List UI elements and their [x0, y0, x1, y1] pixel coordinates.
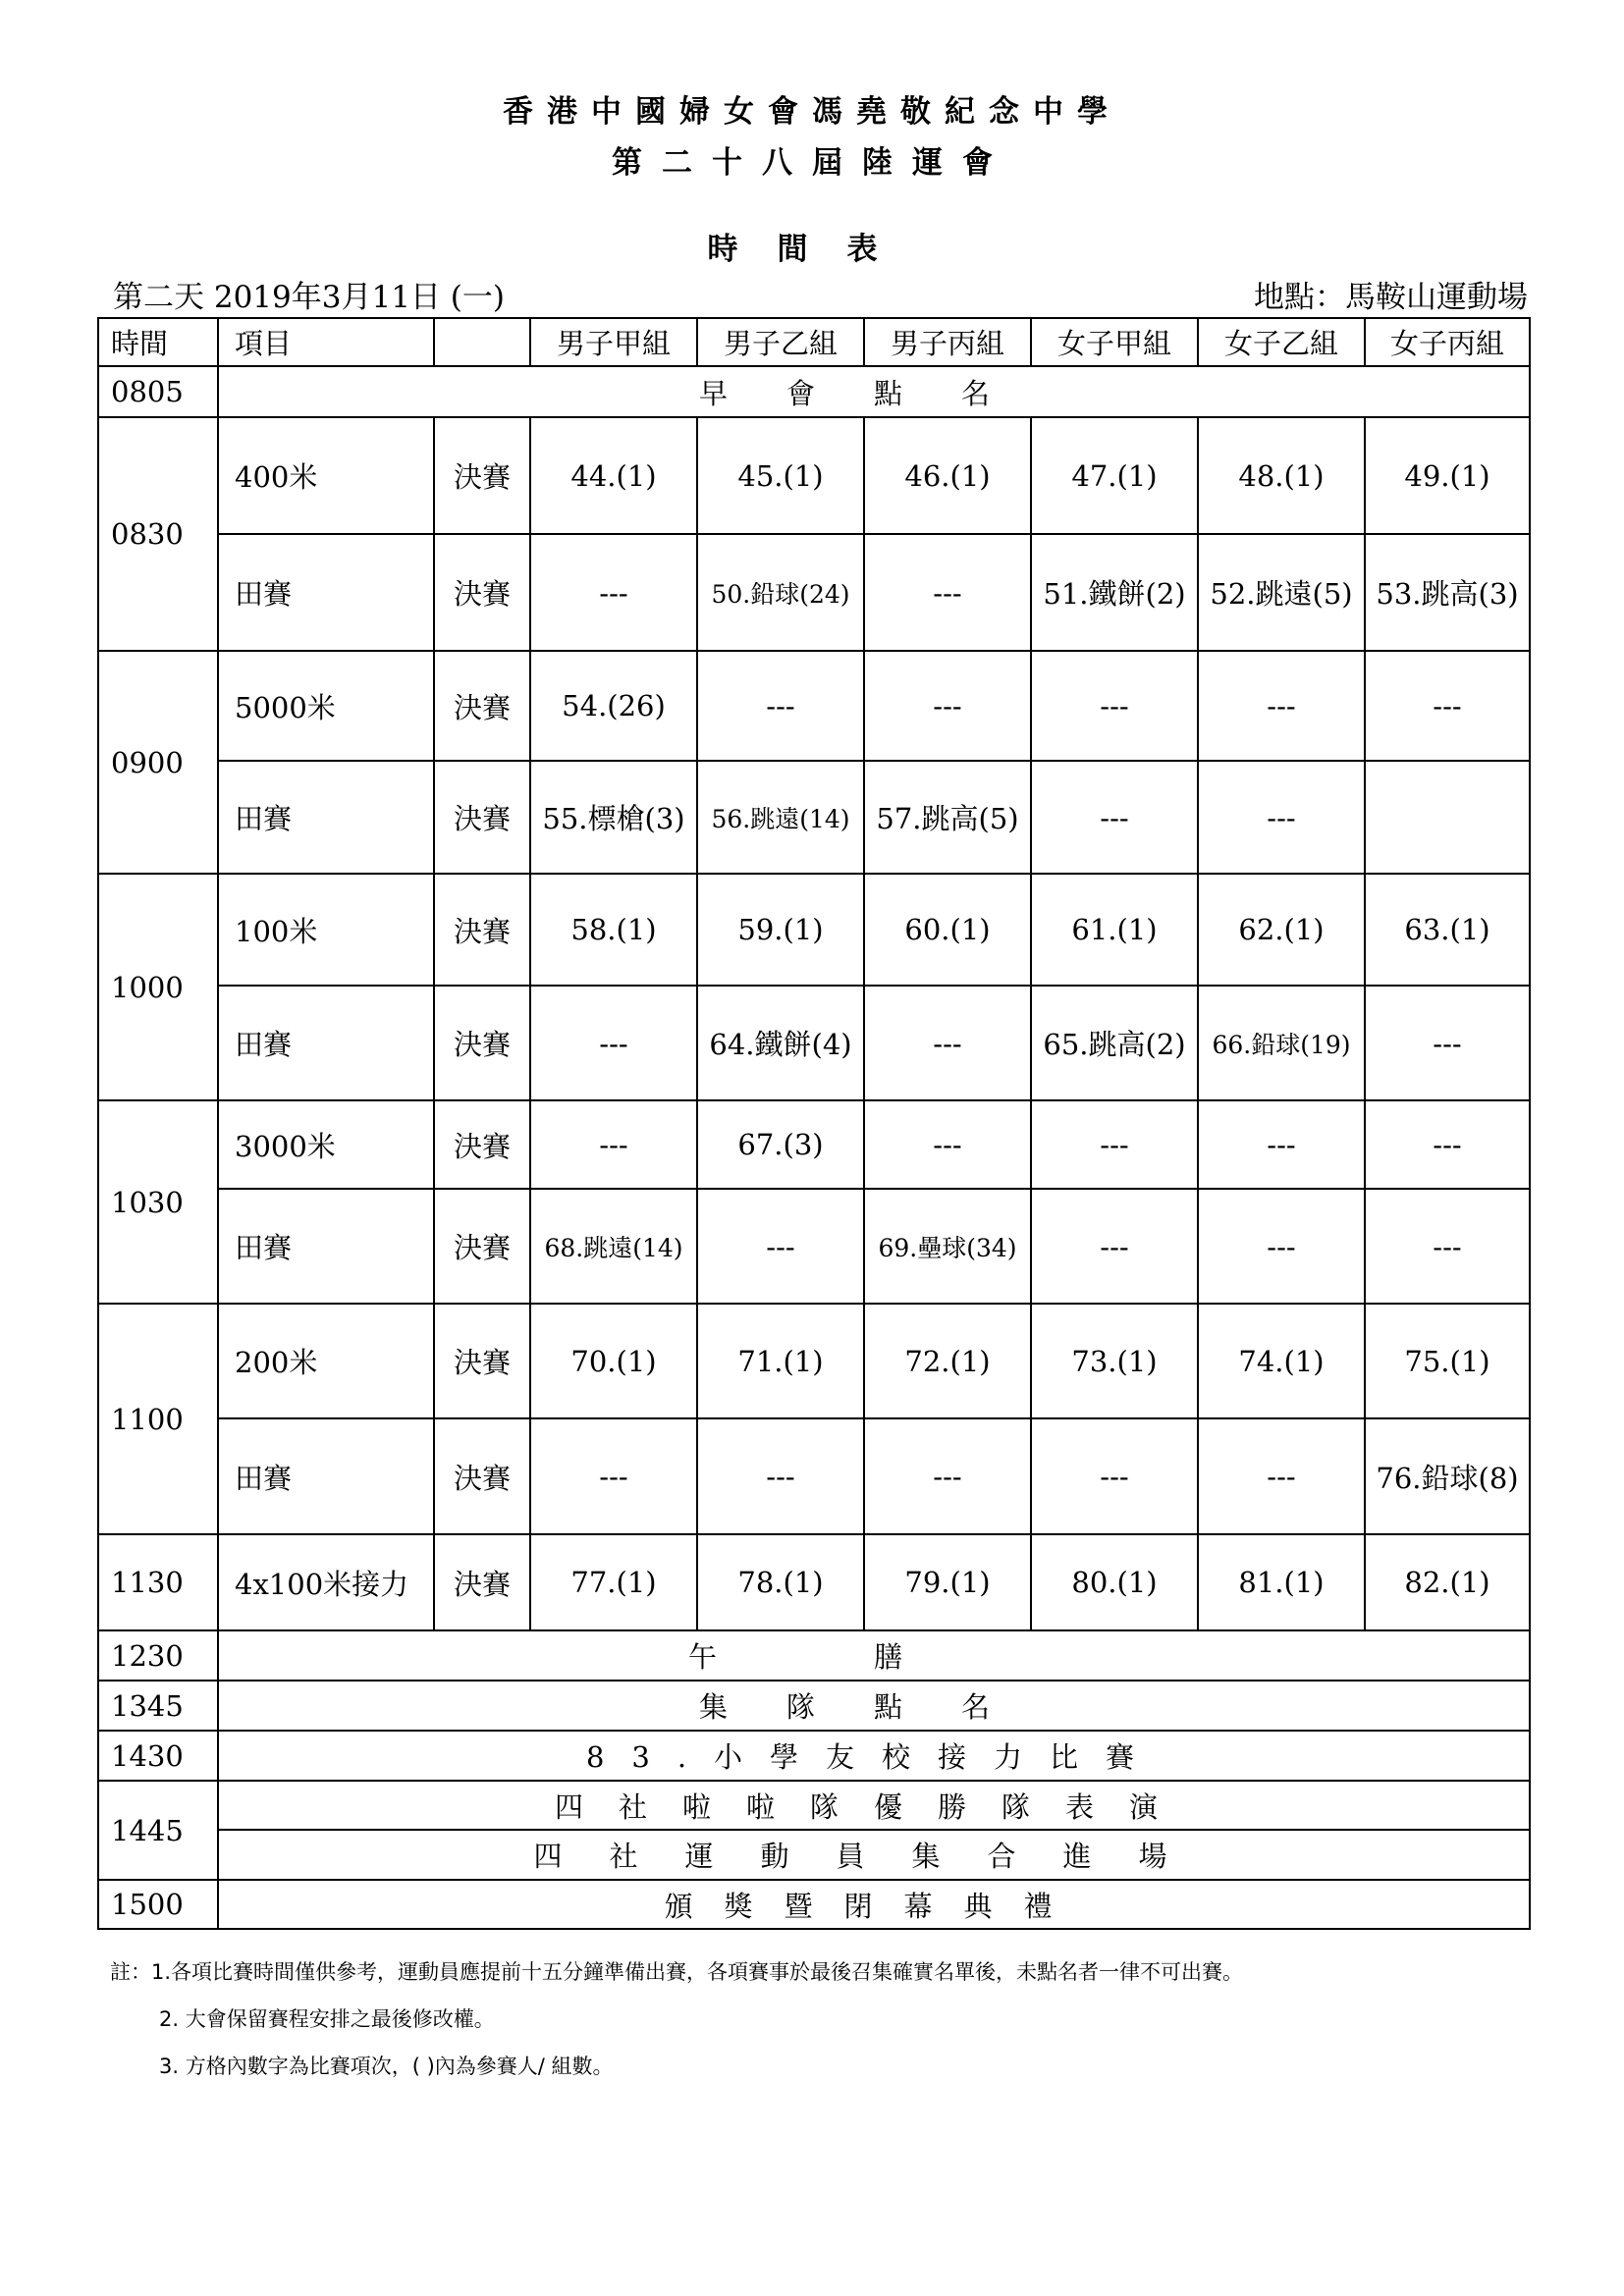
stage-cell: 決賽 — [434, 761, 530, 874]
item-cell: 3000米 — [218, 1100, 434, 1189]
event-cell: --- — [1365, 986, 1530, 1100]
item-cell: 田賽 — [218, 761, 434, 874]
item-cell: 200米 — [218, 1304, 434, 1418]
time-cell: 1000 — [98, 874, 218, 1100]
stage-cell: 決賽 — [434, 874, 530, 986]
event-cell: --- — [530, 986, 697, 1100]
school-name: 香港中國婦女會馮堯敬紀念中學 — [503, 94, 1121, 130]
event-cell: 76.鉛球(8) — [1365, 1418, 1530, 1534]
span-cell: 早會點名 — [218, 366, 1530, 417]
header-boys-c: 男子丙組 — [864, 318, 1031, 366]
event-cell: 56.跳遠(14) — [697, 761, 864, 874]
time-cell: 1500 — [98, 1880, 218, 1929]
event-cell: 71.(1) — [697, 1304, 864, 1418]
item-cell: 100米 — [218, 874, 434, 986]
event-cell: --- — [1365, 1100, 1530, 1189]
span-cell: 四社啦啦隊優勝隊表演 — [218, 1781, 1530, 1830]
event-cell: --- — [1198, 1418, 1365, 1534]
table-row — [98, 366, 1530, 417]
header-girls-b: 女子乙組 — [1198, 318, 1365, 366]
header-row — [98, 318, 1530, 366]
table-row — [98, 1304, 1530, 1418]
event-cell: --- — [1198, 651, 1365, 761]
event-cell: 80.(1) — [1031, 1534, 1198, 1630]
item-cell: 田賽 — [218, 534, 434, 651]
event-cell: 77.(1) — [530, 1534, 697, 1630]
event-cell: --- — [864, 651, 1031, 761]
event-cell: 45.(1) — [697, 417, 864, 534]
note-item: 3. 方格內數字為比賽項次，( )內為參賽人/ 組數。 — [159, 2055, 614, 2078]
item-cell: 田賽 — [218, 986, 434, 1100]
header-time: 時間 — [98, 318, 218, 366]
event-cell: 70.(1) — [530, 1304, 697, 1418]
event-cell: 47.(1) — [1031, 417, 1198, 534]
table-row — [98, 1189, 1530, 1304]
event-cell: 65.跳高(2) — [1031, 986, 1198, 1100]
span-cell: 四社運動員集合進場 — [218, 1830, 1530, 1880]
table-row — [98, 651, 1530, 761]
event-cell: --- — [1198, 1100, 1365, 1189]
event-cell: 44.(1) — [530, 417, 697, 534]
event-cell: 50.鉛球(24) — [697, 534, 864, 651]
header-girls-c: 女子丙組 — [1365, 318, 1530, 366]
event-cell: --- — [530, 1418, 697, 1534]
stage-cell: 決賽 — [434, 1418, 530, 1534]
event-cell: --- — [1031, 761, 1198, 874]
item-cell: 田賽 — [218, 1189, 434, 1304]
event-cell: 61.(1) — [1031, 874, 1198, 986]
time-cell: 1345 — [98, 1681, 218, 1731]
event-cell: 55.標槍(3) — [530, 761, 697, 874]
event-cell: 82.(1) — [1365, 1534, 1530, 1630]
event-cell: 68.跳遠(14) — [530, 1189, 697, 1304]
table-row — [98, 417, 1530, 534]
time-cell: 1030 — [98, 1100, 218, 1304]
span-cell: 83.小學友校接力比賽 — [218, 1731, 1530, 1781]
stage-cell: 決賽 — [434, 534, 530, 651]
time-cell: 0805 — [98, 366, 218, 417]
event-cell: --- — [1365, 651, 1530, 761]
event-cell: 72.(1) — [864, 1304, 1031, 1418]
event-cell: 69.壘球(34) — [864, 1189, 1031, 1304]
event-cell: 63.(1) — [1365, 874, 1530, 986]
table-row — [98, 1418, 1530, 1534]
stage-cell: 決賽 — [434, 1304, 530, 1418]
stage-cell: 決賽 — [434, 1100, 530, 1189]
event-cell: --- — [1198, 761, 1365, 874]
table-row — [98, 1681, 1530, 1731]
schedule-title: 時間表 — [707, 232, 917, 267]
time-cell: 1230 — [98, 1630, 218, 1681]
event-cell: 62.(1) — [1198, 874, 1365, 986]
stage-cell: 決賽 — [434, 651, 530, 761]
event-cell: --- — [1031, 1100, 1198, 1189]
event-cell: 74.(1) — [1198, 1304, 1365, 1418]
event-cell: --- — [864, 534, 1031, 651]
event-cell: 57.跳高(5) — [864, 761, 1031, 874]
event-cell: 81.(1) — [1198, 1534, 1365, 1630]
time-cell: 1130 — [98, 1534, 218, 1630]
event-cell: --- — [530, 1100, 697, 1189]
event-cell: 78.(1) — [697, 1534, 864, 1630]
event-cell: 54.(26) — [530, 651, 697, 761]
event-cell: 58.(1) — [530, 874, 697, 986]
event-cell: 46.(1) — [864, 417, 1031, 534]
table-row — [98, 874, 1530, 986]
event-cell: --- — [530, 534, 697, 651]
event-cell: --- — [697, 651, 864, 761]
event-cell: --- — [697, 1189, 864, 1304]
table-row — [98, 1731, 1530, 1781]
header-stage — [434, 318, 530, 366]
time-cell: 1445 — [98, 1781, 218, 1880]
header-item: 項目 — [218, 318, 434, 366]
time-cell: 1430 — [98, 1731, 218, 1781]
table-row — [98, 1781, 1530, 1830]
event-cell: 49.(1) — [1365, 417, 1530, 534]
table-row — [98, 1630, 1530, 1681]
event-cell: 75.(1) — [1365, 1304, 1530, 1418]
table-row — [98, 1534, 1530, 1630]
event-cell: --- — [1031, 651, 1198, 761]
time-cell: 1100 — [98, 1304, 218, 1534]
table-row — [98, 761, 1530, 874]
table-row — [98, 1830, 1530, 1880]
time-cell: 0900 — [98, 651, 218, 874]
event-cell: 51.鐵餅(2) — [1031, 534, 1198, 651]
item-cell: 5000米 — [218, 651, 434, 761]
note-item: 註：1.各項比賽時間僅供參考，運動員應提前十五分鐘準備出賽，各項賽事於最後召集確實名單後，未點名者一律不可出賽。 — [110, 1960, 1244, 1984]
table-row — [98, 1100, 1530, 1189]
header-boys-b: 男子乙組 — [697, 318, 864, 366]
note-item: 2. 大會保留賽程安排之最後修改權。 — [159, 2007, 495, 2031]
stage-cell: 決賽 — [434, 1189, 530, 1304]
event-cell — [1365, 761, 1530, 874]
event-cell: --- — [1031, 1418, 1198, 1534]
event-cell: --- — [1031, 1189, 1198, 1304]
stage-cell: 決賽 — [434, 986, 530, 1100]
event-cell: 66.鉛球(19) — [1198, 986, 1365, 1100]
event-cell: 73.(1) — [1031, 1304, 1198, 1418]
event-cell: --- — [864, 1418, 1031, 1534]
stage-cell: 決賽 — [434, 1534, 530, 1630]
event-cell: 60.(1) — [864, 874, 1031, 986]
header-boys-a: 男子甲組 — [530, 318, 697, 366]
event-cell: 79.(1) — [864, 1534, 1031, 1630]
item-cell: 田賽 — [218, 1418, 434, 1534]
span-cell: 午膳 — [218, 1630, 1530, 1681]
event-cell: --- — [1198, 1189, 1365, 1304]
event-cell: 52.跳遠(5) — [1198, 534, 1365, 651]
event-cell: 53.跳高(3) — [1365, 534, 1530, 651]
span-cell: 頒獎暨閉幕典禮 — [218, 1880, 1530, 1929]
event-cell: --- — [864, 1100, 1031, 1189]
event-cell: --- — [864, 986, 1031, 1100]
table-row — [98, 1880, 1530, 1929]
stage-cell: 決賽 — [434, 417, 530, 534]
venue-info: 地點：馬鞍山運動場 — [1254, 280, 1528, 315]
schedule-table — [97, 317, 1531, 1930]
table-row — [98, 986, 1530, 1100]
table-row — [98, 534, 1530, 651]
time-cell: 0830 — [98, 417, 218, 651]
event-cell: 64.鐵餅(4) — [697, 986, 864, 1100]
span-cell: 集隊點名 — [218, 1681, 1530, 1731]
event-cell: --- — [697, 1418, 864, 1534]
day-info: 第二天 2019年3月11日 (一) — [113, 280, 505, 315]
event-cell: --- — [1365, 1189, 1530, 1304]
event-cell: 48.(1) — [1198, 417, 1365, 534]
header-girls-a: 女子甲組 — [1031, 318, 1198, 366]
event-cell: 67.(3) — [697, 1100, 864, 1189]
event-title: 第二十八屆陸運會 — [612, 145, 1012, 181]
item-cell: 400米 — [218, 417, 434, 534]
event-cell: 59.(1) — [697, 874, 864, 986]
item-cell: 4x100米接力 — [218, 1534, 434, 1630]
